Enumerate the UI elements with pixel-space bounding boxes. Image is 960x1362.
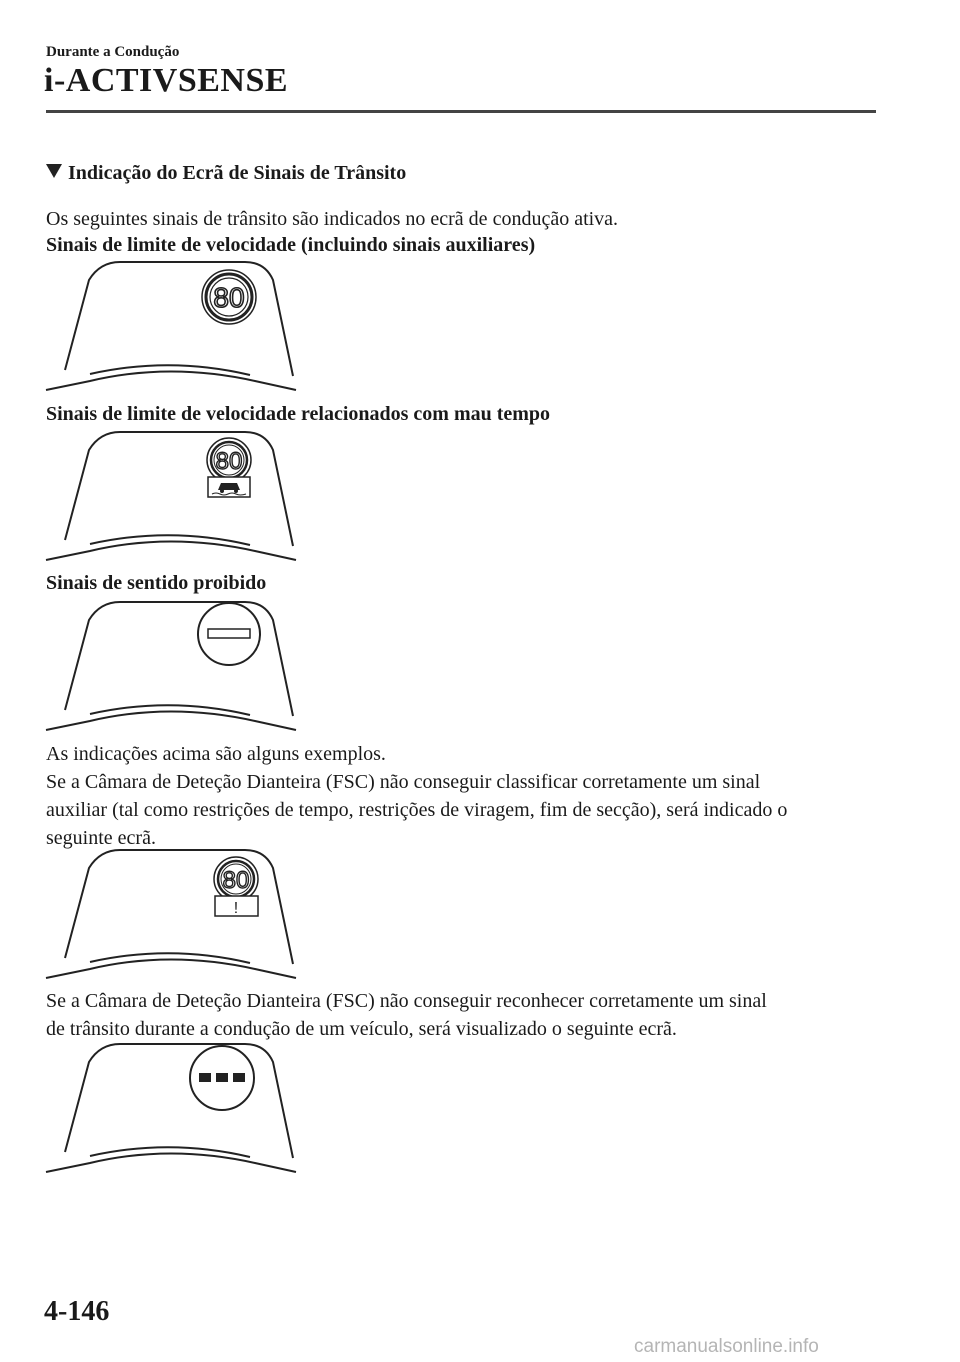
no-entry-sign — [198, 603, 260, 665]
windshield-outline — [46, 602, 296, 730]
display-speed-limit-figure — [40, 258, 302, 394]
windshield-outline — [46, 1044, 296, 1172]
figure-label-speed-limit: Sinais de limite de velocidade (incluindo sinais auxiliares) — [46, 234, 536, 256]
unrecognized-sign-dashes — [190, 1046, 254, 1110]
fsc-aux-text-line2: auxiliar (tal como restrições de tempo, restrições de viragem, fim de secção), será indicado o — [46, 799, 788, 821]
windshield-outline — [46, 262, 296, 390]
triangle-bullet-icon — [46, 164, 62, 178]
display-no-entry-figure — [40, 598, 302, 734]
speed-limit-sign — [202, 270, 256, 324]
page-number: 4-146 — [44, 1296, 110, 1327]
unclassified-aux-sign — [215, 896, 258, 917]
speed-limit-sign — [207, 438, 251, 482]
intro-text: Os seguintes sinais de trânsito são indicados no ecrã de condução ativa. — [46, 208, 619, 230]
chapter-title: Durante a Condução — [46, 44, 180, 60]
subheading — [46, 162, 406, 185]
fsc-aux-text-line3: seguinte ecrã. — [46, 827, 156, 849]
aux-exclamation: ! — [233, 900, 239, 917]
speed-limit-value: 80 — [222, 867, 250, 894]
wet-road-car-icon — [208, 477, 250, 497]
windshield-outline — [46, 432, 296, 560]
speed-limit-sign — [214, 857, 258, 901]
fsc-recog-text-line1: Se a Câmara de Deteção Dianteira (FSC) não conseguir reconhecer corretamente um sinal — [46, 990, 767, 1012]
speed-limit-value: 80 — [215, 448, 243, 475]
section-title: i-ACTIVSENSE — [44, 62, 289, 99]
watermark: carmanualsonline.info — [634, 1336, 819, 1357]
figure-label-no-entry: Sinais de sentido proibido — [46, 572, 267, 594]
header-rule — [46, 110, 876, 113]
display-bad-weather-figure — [40, 428, 302, 564]
examples-text: As indicações acima são alguns exemplos. — [46, 743, 386, 765]
fsc-aux-text-line1: Se a Câmara de Deteção Dianteira (FSC) não conseguir classificar corretamente um sinal — [46, 771, 761, 793]
fsc-recog-text-line2: de trânsito durante a condução de um veículo, será visualizado o seguinte ecrã. — [46, 1018, 677, 1040]
display-unrecognized-figure — [40, 1040, 302, 1176]
subheading-text: Indicação do Ecrã de Sinais de Trânsito — [68, 162, 407, 184]
figure-label-bad-weather: Sinais de limite de velocidade relacionados com mau tempo — [46, 403, 551, 425]
speed-limit-value: 80 — [213, 282, 245, 313]
display-unclassified-aux-figure — [40, 846, 302, 982]
